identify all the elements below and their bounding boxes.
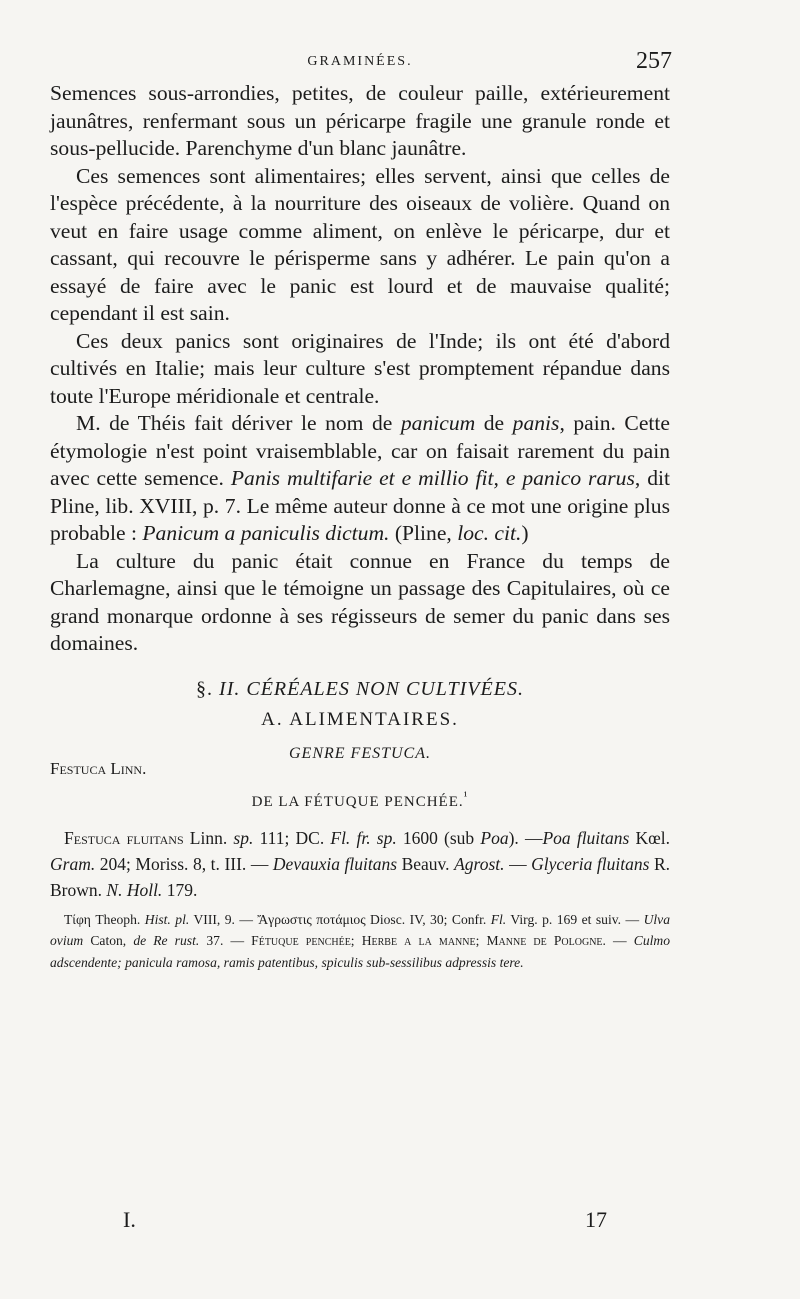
paragraph-etymologie: M. de Théis fait dériver le nom de panicum de panis, pain. Cette étymologie n'est point vraisemblable, car on faisait rarement du pain avec cette semence. Panis multifarie et e millio fit, e panico rarus, dit Pline, lib. XVIII, p. 7. Le même auteur donne à ce mot une origine plus probable : Panicum a paniculis dictum. (Pline, loc. cit.)	[50, 411, 670, 545]
running-head	[50, 48, 670, 80]
section-heading: §. II. CÉRÉALES NON CULTIVÉES.	[196, 677, 524, 700]
paragraph-semences: Semences sous-arrondies, petites, de couleur paille, extérieurement jaunâtres, renfermant sous un péricarpe fragile une granule ronde et sous-pellucide. Parenchyme d'un blanc jaunâtre.	[50, 81, 670, 160]
paragraph-charlemagne: La culture du panic était connue en France du temps de Charlemagne, ainsi que le témoigne un passage des Capitulaires, où ce grand monarque ordonne à ses régisseurs de semer du panic dans ses domaines.	[50, 548, 670, 655]
running-title: GRAMINÉES.	[307, 54, 413, 69]
page-footer	[123, 1207, 607, 1247]
signature-mark: I.	[123, 1207, 136, 1232]
species-title: DE LA FÉTUQUE PENCHÉE.$^{^1}$	[251, 788, 469, 810]
page-body	[50, 48, 670, 973]
gathering-number: 17	[585, 1207, 607, 1232]
page-number: 257	[636, 48, 672, 74]
footnote-mark: ¹	[463, 788, 469, 803]
notes-block: Τίφη Theoph. Hist. pl. VIII, 9. — Ἄγρωστις ποτάμιος Diosc. IV, 30; Confr. Fl. Virg. p. 169 et suiv. — Ulva ovium Caton, de Re rust. 37. — Fétuque penchée; Herbe a la manne; Manne de Pologne. — Culmo adscendente; panicula ramosa, ramis patentibus, spiculis sub-sessilibus adpressis tere.	[50, 911, 671, 970]
subsection-heading: A. ALIMENTAIRES.	[261, 708, 459, 730]
genre-heading: GENRE FESTUCA.	[289, 744, 431, 762]
paragraph-alimentaires: Ces semences sont alimentaires; elles servent, ainsi que celles de l'espèce précédente, à la nourriture des oiseaux de volière. Quand on veut en faire usage comme aliment, on enlève le péricarpe, dur et cassant, qui recouvre le périsperme sans y adhérer. Le pain qu'on a essayé de faire avec le panic est lourd et de mauvaise qualité; cependant il est sain.	[50, 163, 670, 325]
paragraph-origine: Ces deux panics sont originaires de l'Inde; ils ont été d'abord cultivés en Italie; mais leur culture s'est promptement répandue dans toute l'Europe méridionale et centrale.	[50, 328, 670, 408]
synonymy-block: Festuca fluitans Linn. sp. 111; DC. Fl. fr. sp. 1600 (sub Poa). —Poa fluitans Kœl. Gram. 204; Moriss. 8, t. III. — Devauxia fluitans Beauv. Agrost. — Glyceria fluitans R. Brown. N. Holl. 179.	[50, 827, 671, 900]
genus-line: Festuca Linn.	[50, 758, 147, 778]
